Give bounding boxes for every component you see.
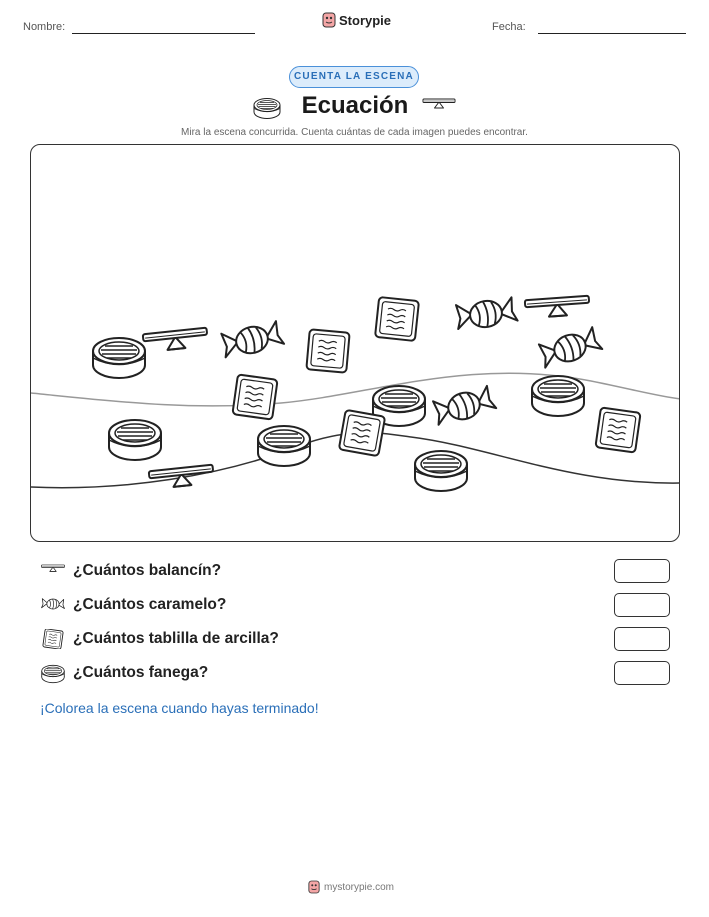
question-row-candy: [40, 593, 670, 619]
brand-name: Storypie: [339, 12, 392, 28]
bushel-basket-icon: [40, 663, 66, 685]
activity-badge: CUENTA LA ESCENA: [289, 66, 419, 88]
candy[interactable]: [431, 383, 496, 427]
question-text: ¿Cuántos tablilla de arcilla?: [73, 630, 279, 647]
bushel-basket[interactable]: [415, 451, 467, 491]
candy[interactable]: [454, 295, 518, 332]
clay-tablet[interactable]: [595, 407, 640, 452]
question-text: ¿Cuántos caramelo?: [73, 596, 227, 613]
candy[interactable]: [219, 319, 284, 361]
clay-tablet[interactable]: [232, 374, 277, 419]
date-field-line[interactable]: [538, 33, 686, 34]
page-title: Ecuación: [301, 92, 409, 119]
candy[interactable]: [537, 325, 603, 371]
question-row-clay-tablet: [40, 627, 670, 653]
date-label: Fecha:: [492, 21, 526, 33]
clay-tablet[interactable]: [375, 297, 419, 341]
bushel-basket[interactable]: [93, 338, 145, 378]
answer-box-bushel[interactable]: [614, 661, 670, 685]
question-row-seesaw: [40, 559, 670, 585]
name-label: Nombre:: [23, 21, 66, 33]
storypie-mascot-icon: [308, 880, 320, 894]
candy-icon: [40, 595, 66, 613]
brand-logo: [322, 12, 391, 28]
bushel-basket-icon: [252, 94, 282, 120]
bushel-basket[interactable]: [109, 420, 161, 460]
clay-tablet[interactable]: [306, 329, 349, 372]
coloring-instruction: ¡Colorea la escena cuando hayas terminado!: [40, 700, 319, 716]
answer-box-candy[interactable]: [614, 593, 670, 617]
answer-box-seesaw[interactable]: [614, 559, 670, 583]
bushel-basket[interactable]: [532, 376, 584, 416]
clay-tablet[interactable]: [339, 410, 385, 456]
seesaw-icon: [40, 561, 66, 579]
footer: [308, 880, 394, 894]
name-field-line[interactable]: [72, 33, 255, 34]
seesaw[interactable]: [149, 465, 215, 490]
counting-scene[interactable]: [30, 144, 680, 542]
instructions: Mira la escena concurrida. Cuenta cuántas de cada imagen puedes encontrar.: [181, 127, 528, 138]
question-text: ¿Cuántos fanega?: [73, 664, 209, 681]
seesaw[interactable]: [143, 328, 209, 353]
seesaw-icon: [421, 97, 457, 113]
question-row-bushel: [40, 661, 670, 687]
bushel-basket[interactable]: [258, 426, 310, 466]
storypie-mascot-icon: [322, 12, 336, 28]
question-text: ¿Cuántos balancín?: [73, 562, 222, 579]
footer-url[interactable]: mystorypie.com: [324, 881, 395, 893]
answer-box-clay-tablet[interactable]: [614, 627, 670, 651]
clay-tablet-icon: [40, 629, 66, 649]
seesaw[interactable]: [525, 296, 590, 318]
